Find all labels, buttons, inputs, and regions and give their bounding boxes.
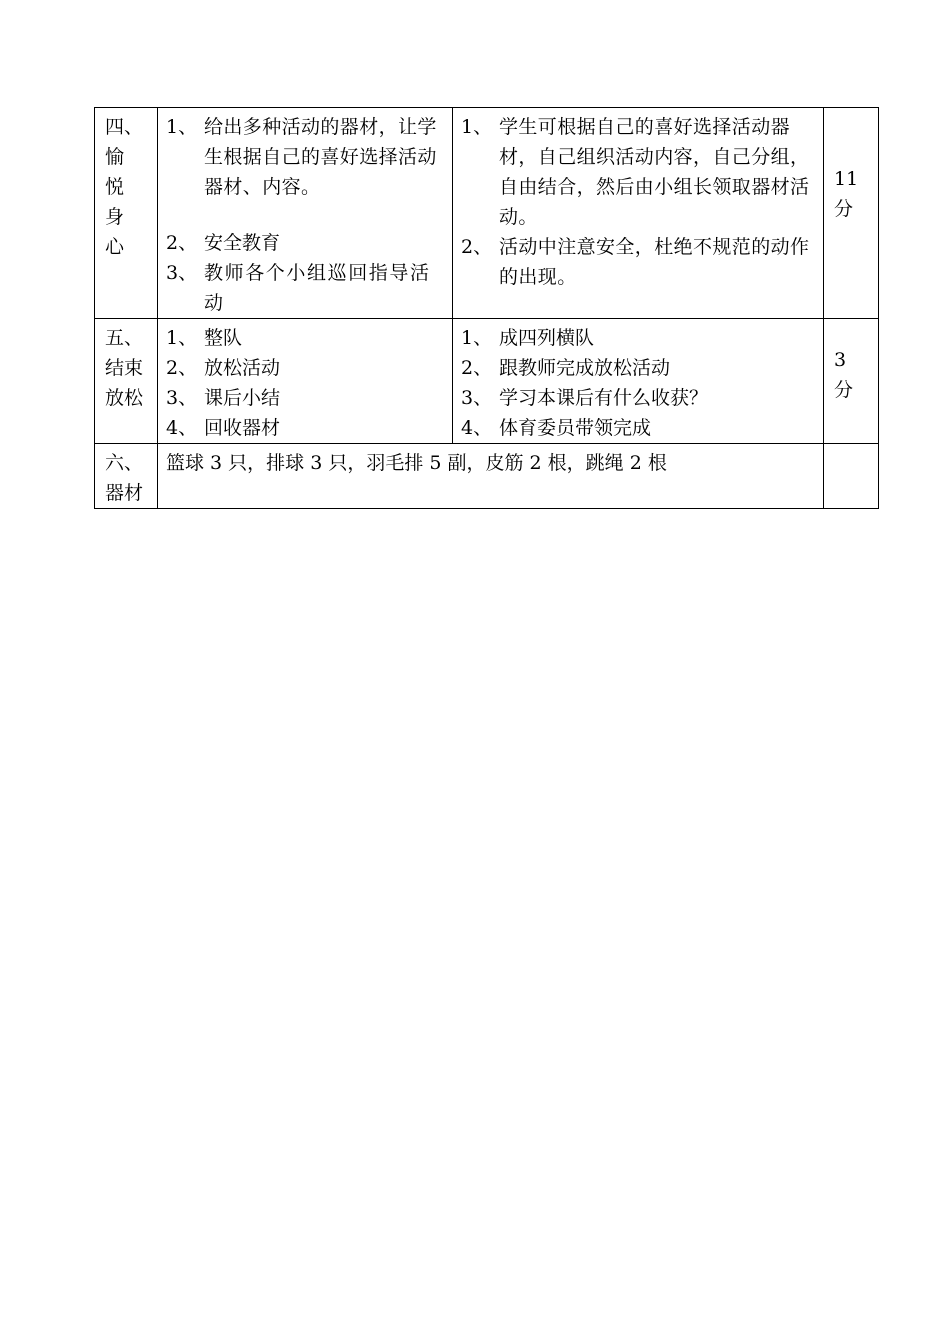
item-number: 3、 [461,387,493,409]
item-number: 3、 [166,387,198,409]
item-number: 2、 [461,236,493,258]
item-text: 体育委员带领完成 [499,417,652,439]
time-unit: 分 [834,198,854,220]
item-number: 3、 [166,262,198,284]
item-text: 课后小结 [204,387,281,409]
list-item [461,413,815,443]
student-activity-cell [453,319,824,444]
item-text: 整队 [204,327,243,349]
list-item [166,323,444,353]
stage-label: 六、 器材 [105,452,144,504]
teacher-activity-cell [158,108,453,319]
time-unit: 分 [834,379,854,401]
stage-label: 五、 结束 放松 [105,327,144,409]
item-text: 成四列横队 [499,327,595,349]
item-text: 跟教师完成放松活动 [499,357,671,379]
table-row [95,108,879,319]
stage-cell [95,444,158,509]
item-number: 4、 [166,417,198,439]
time-cell-empty [824,444,879,509]
equipment-list: 篮球 3 只，排球 3 只，羽毛排 5 副，皮筋 2 根，跳绳 2 根 [166,452,667,474]
list-item [461,323,815,353]
table-row [95,444,879,509]
stage-cell [95,108,158,319]
list-item [461,353,815,383]
time-cell [824,108,879,319]
item-number: 1、 [461,116,493,138]
item-text: 安全教育 [204,232,281,254]
list-item [461,112,815,232]
list-item [166,258,444,318]
item-number: 4、 [461,417,493,439]
stage-cell [95,319,158,444]
time-value: 11 [834,168,859,190]
item-number: 2、 [166,357,198,379]
item-text: 活动中注意安全，杜绝不规范的动作的出现。 [499,236,810,288]
list-item [166,353,444,383]
student-activity-cell [453,108,824,319]
time-cell [824,319,879,444]
item-number: 2、 [166,232,198,254]
stage-label: 四、 愉 悦 身 心 [105,116,144,258]
item-text: 回收器材 [204,417,281,439]
list-item [166,228,444,258]
item-number: 1、 [166,327,198,349]
list-item [461,383,815,413]
item-number: 1、 [461,327,493,349]
time-value: 3 [834,349,847,371]
list-item [461,232,815,292]
lesson-plan-table [94,107,879,509]
teacher-activity-cell [158,319,453,444]
item-text: 放松活动 [204,357,281,379]
list-item [166,383,444,413]
item-text: 学生可根据自己的喜好选择活动器材，自己组织活动内容，自己分组，自由结合，然后由小组长领取器材活动。 [499,116,810,228]
table-row [95,319,879,444]
item-text: 给出多种活动的器材，让学生根据自己的喜好选择活动器材、内容。 [204,116,437,198]
item-number: 1、 [166,116,198,138]
equipment-cell [158,444,824,509]
item-text: 学习本课后有什么收获？ [499,387,709,409]
item-text: 教师各个小组巡回指导活动 [204,262,431,314]
item-number: 2、 [461,357,493,379]
list-item [166,413,444,443]
list-item [166,112,444,202]
